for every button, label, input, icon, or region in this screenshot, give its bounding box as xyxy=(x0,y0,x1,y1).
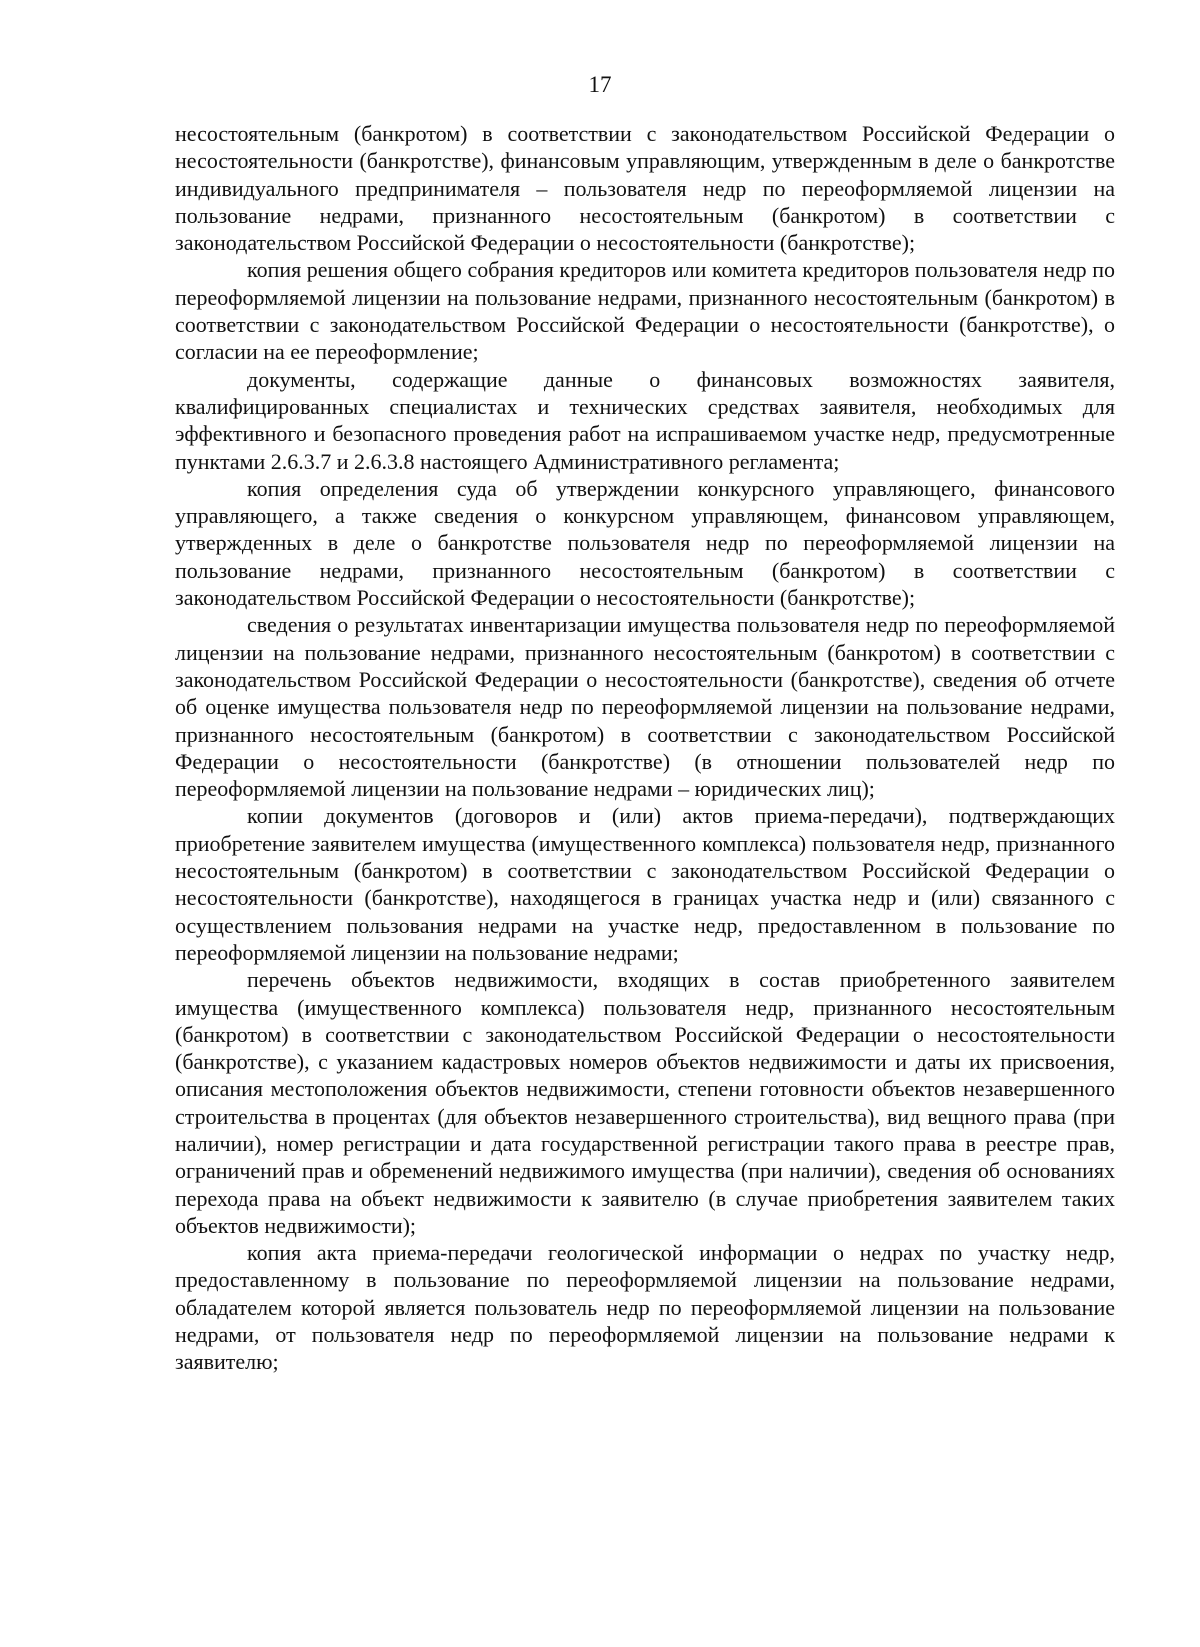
paragraph-financial-capabilities: документы, содержащие данные о финансовых возможностях заявителя, квалифицированных специалистах и технических средствах заявителя, необходимых для эффективного и безопасного проведения работ на испрашиваемом участке недр, предусмотренные пунктами 2.6.3.7 и 2.6.3.8 настоящего Административного регламента; xyxy=(175,366,1115,474)
paragraph-property-documents: копии документов (договоров и (или) актов приема-передачи), подтверждающих приобретение заявителем имущества (имущественного комплекса) пользователя недр, признанного несостоятельным (банкротом) в соответствии с законодательством Российской Федерации о несостоятельности (банкротстве), находящегося в границах участка недр и (или) связанного с осуществлением пользования недрами на участке недр, предоставленном в пользование по переоформляемой лицензии на пользование недрами; xyxy=(175,803,1115,965)
paragraph-inventory-results: сведения о результатах инвентаризации имущества пользователя недр по переоформляемой лицензии на пользование недрами, признанного несостоятельным (банкротом) в соответствии с законодательством Российской Федерации о несостоятельности (банкротстве), сведения об отчете об оценке имущества пользователя недр по переоформляемой лицензии на пользование недрами, признанного несостоятельным (банкротом) в соответствии с законодательством Российской Федерации о несостоятельности (банкротстве) (в отношении пользователей недр по переоформляемой лицензии на пользование недрами – юридических лиц); xyxy=(175,612,1115,802)
paragraph-court-ruling: копия определения суда об утверждении конкурсного управляющего, финансового управляющего, а также сведения о конкурсном управляющем, финансовом управляющем, утвержденных в деле о банкротстве пользователя недр по переоформляемой лицензии на пользование недрами, признанного несостоятельным (банкротом) в соответствии с законодательством Российской Федерации о несостоятельности (банкротстве); xyxy=(175,475,1115,611)
paragraph-real-estate-list: перечень объектов недвижимости, входящих в состав приобретенного заявителем имущества (имущественного комплекса) пользователя недр, признанного несостоятельным (банкротом) в соответствии с законодательством Российской Федерации о несостоятельности (банкротстве), с указанием кадастровых номеров объектов недвижимости и даты их присвоения, описания местоположения объектов недвижимости, степени готовности объектов незавершенного строительства в процентах (для объектов незавершенного строительства), вид вещного права (при наличии), номер регистрации и дата государственной регистрации такого права в реестре прав, ограничений прав и обременений недвижимого имущества (при наличии), сведения об основаниях перехода права на объект недвижимости к заявителю (в случае приобретения заявителем таких объектов недвижимости); xyxy=(175,967,1115,1238)
document-body xyxy=(175,120,1115,1376)
page-number: 17 xyxy=(588,72,612,97)
paragraph-creditors-decision: копия решения общего собрания кредиторов или комитета кредиторов пользователя недр по переоформляемой лицензии на пользование недрами, признанного несостоятельным (банкротом) в соответствии с законодательством Российской Федерации о несостоятельности (банкротстве), о согласии на ее переоформление; xyxy=(175,257,1115,365)
paragraph-geological-info-act: копия акта приема-передачи геологической информации о недрах по участку недр, предоставленному в пользование по переоформляемой лицензии на пользование недрами, обладателем которой является пользователь недр по переоформляемой лицензии на пользование недрами, от пользователя недр по переоформляемой лицензии на пользование недрами к заявителю; xyxy=(175,1240,1115,1375)
paragraph-continuation: несостоятельным (банкротом) в соответствии с законодательством Российской Федерации о несостоятельности (банкротстве), финансовым управляющим, утвержденным в деле о банкротстве индивидуального предпринимателя – пользователя недр по переоформляемой лицензии на пользование недрами, признанного несостоятельным (банкротом) в соответствии с законодательством Российской Федерации о несостоятельности (банкротстве); xyxy=(175,121,1115,256)
